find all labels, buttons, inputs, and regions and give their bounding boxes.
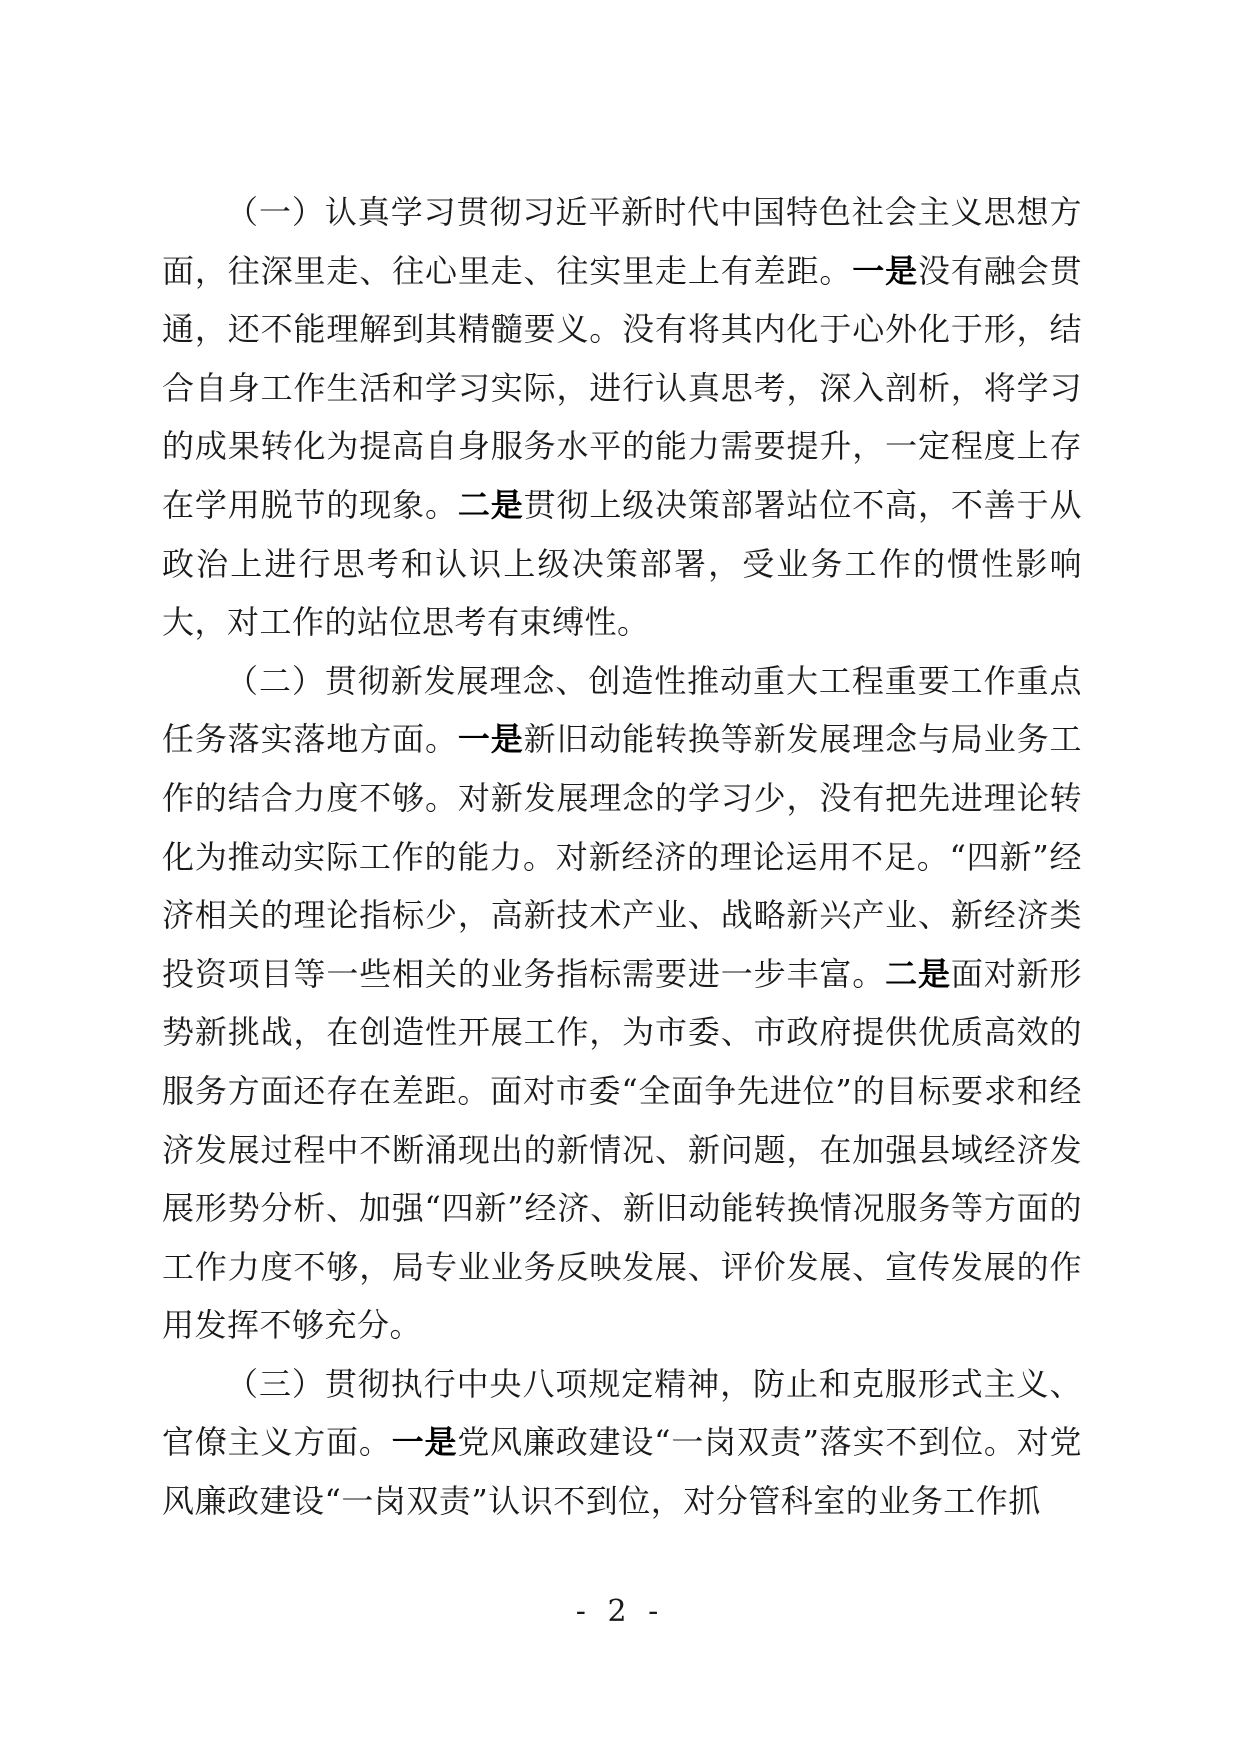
bold-marker: 二是 xyxy=(457,485,524,524)
text-segment: 贯彻上级决策部署站位不高，不善于从政治上进行思考和认识上级决策部署，受业务工作的惯性影响大，对工作的站位思考有束缚性。 xyxy=(162,485,1082,642)
text-segment: （三）贯彻执行中央八项规定精神，防止和克服形式主义、官僚主义方面。 xyxy=(162,1364,1082,1462)
bold-marker: 一是 xyxy=(852,251,918,290)
paragraph-section-1 xyxy=(162,183,1082,652)
bold-marker: 二是 xyxy=(885,954,951,993)
paragraph-section-2 xyxy=(162,652,1082,1355)
bold-marker: 一是 xyxy=(391,1423,458,1462)
paragraph-section-3 xyxy=(162,1355,1082,1531)
bold-marker: 一是 xyxy=(457,720,524,759)
page-number: - 2 - xyxy=(575,1594,665,1629)
text-segment: （一）认真学习贯彻习近平新时代中国特色社会主义思想方面，往深里走、往心里走、往实里走上有差距。 xyxy=(162,193,1082,290)
text-segment: 面对新形势新挑战，在创造性开展工作，为市委、市政府提供优质高效的服务方面还存在差距。面对市委“全面争先进位”的目标要求和经济发展过程中不断涌现出的新情况、新问题，在加强县域经济发展形势分析、加强“四新”经济、新旧动能转换情况服务等方面的工作力度不够，局专业业务反映发展、评价发展、宣传发展的作用发挥不够充分。 xyxy=(162,954,1082,1345)
text-segment: 没有融会贯通，还不能理解到其精髓要义。没有将其内化于心外化于形，结合自身工作生活和学习实际，进行认真思考，深入剖析，将学习的成果转化为提高自身服务水平的能力需要提升，一定程度上存在学用脱节的现象。 xyxy=(162,251,1082,524)
text-segment: 党风廉政建设“一岗双责”落实不到位。对党风廉政建设“一岗双责”认识不到位，对分管科室的业务工作抓 xyxy=(162,1423,1082,1521)
text-segment: 新旧动能转换等新发展理念与局业务工作的结合力度不够。对新发展理念的学习少，没有把先进理论转化为推动实际工作的能力。对新经济的理论运用不足。“四新”经济相关的理论指标少，高新技术产业、战略新兴产业、新经济类投资项目等一些相关的业务指标需要进一步丰富。 xyxy=(162,720,1082,993)
text-segment: （二）贯彻新发展理念、创造性推动重大工程重要工作重点任务落实落地方面。 xyxy=(162,661,1082,759)
document-body xyxy=(162,183,1082,1531)
